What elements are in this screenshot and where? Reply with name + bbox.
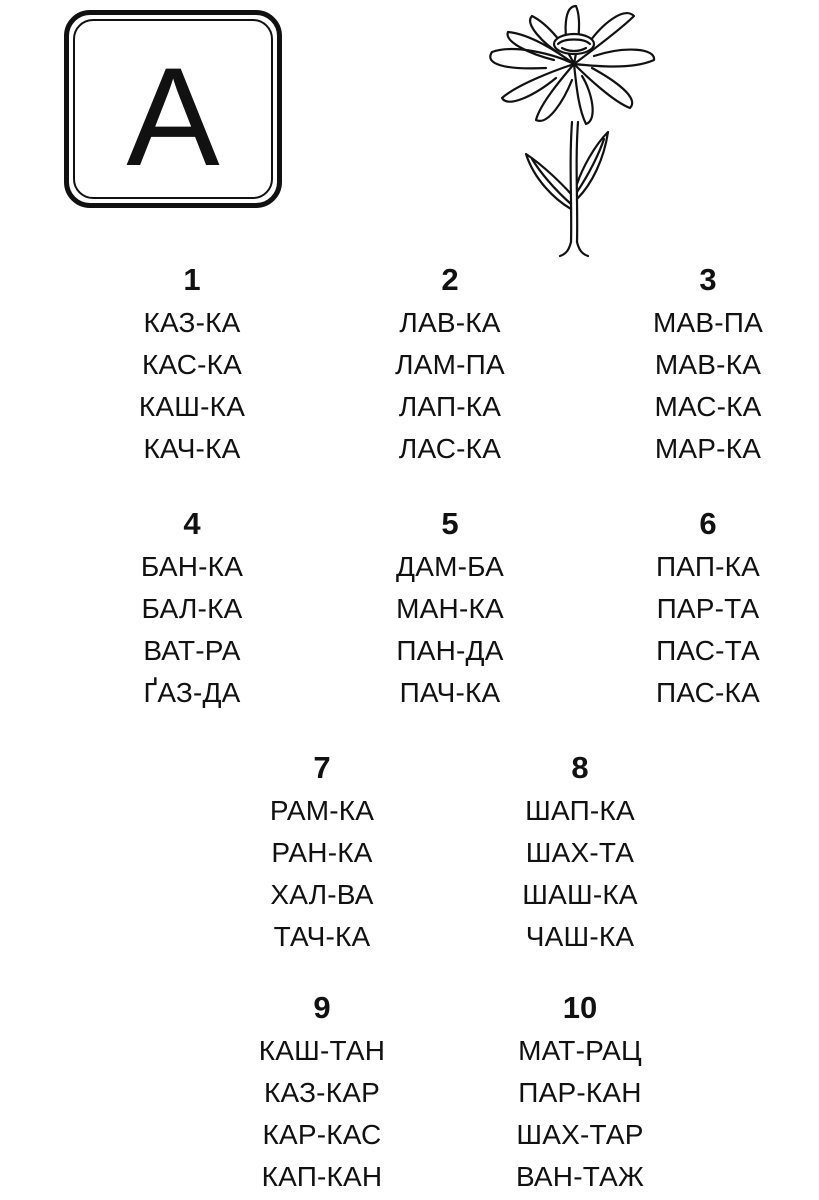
- syllable-word: ТАЧ-КА: [273, 921, 371, 952]
- syllable-word: ҐАЗ-ДА: [143, 677, 241, 708]
- syllable-word: ЛАС-КА: [398, 433, 502, 464]
- syllable-group: [480, 990, 680, 1198]
- syllable-group: [350, 506, 550, 714]
- syllable-word: РАМ-КА: [269, 795, 375, 826]
- flower-illustration: [474, 4, 674, 260]
- syllable-group: [222, 750, 422, 958]
- syllable-word: КАШ-КА: [138, 391, 246, 422]
- syllable-word: ШАХ-ТА: [525, 837, 635, 868]
- group-number: 7: [313, 750, 331, 785]
- syllable-word: ПАР-КАН: [518, 1077, 642, 1108]
- group-number: 4: [183, 506, 201, 541]
- syllable-group: [92, 262, 292, 470]
- syllable-group: [222, 990, 422, 1198]
- syllable-word: ВАН-ТАЖ: [515, 1161, 645, 1192]
- syllable-word: БАН-КА: [140, 551, 244, 582]
- syllable-word: ПАС-ТА: [656, 635, 760, 666]
- syllable-word: КАП-КАН: [261, 1161, 383, 1192]
- syllable-word: ШАП-КА: [525, 795, 635, 826]
- syllable-word: МАР-КА: [654, 433, 762, 464]
- syllable-word: ШАШ-КА: [522, 879, 638, 910]
- syllable-word: РАН-КА: [271, 837, 373, 868]
- syllable-word: ЛАМ-ПА: [395, 349, 505, 380]
- syllable-word: МАВ-КА: [654, 349, 762, 380]
- syllable-word: ПАС-КА: [656, 677, 760, 708]
- syllable-word: ЛАВ-КА: [399, 307, 501, 338]
- syllable-word: КАЗ-КА: [143, 307, 241, 338]
- syllable-word: ПАП-КА: [655, 551, 761, 582]
- syllable-group: [608, 506, 808, 714]
- syllable-word: ВАТ-РА: [143, 635, 241, 666]
- syllable-word: ПАР-ТА: [656, 593, 760, 624]
- group-number: 3: [699, 262, 717, 297]
- syllable-word: МАВ-ПА: [652, 307, 763, 338]
- syllable-word: КАШ-ТАН: [258, 1035, 386, 1066]
- syllable-word: ХАЛ-ВА: [270, 879, 374, 910]
- group-number: 5: [441, 506, 459, 541]
- group-number: 9: [313, 990, 331, 1025]
- syllable-word: КАС-КА: [141, 349, 243, 380]
- syllable-group: [480, 750, 680, 958]
- syllable-word: ЧАШ-КА: [525, 921, 635, 952]
- group-number: 10: [562, 990, 598, 1025]
- syllable-word: ДАМ-БА: [396, 551, 504, 582]
- syllable-word: КАЧ-КА: [143, 433, 241, 464]
- group-number: 6: [699, 506, 717, 541]
- syllable-word: КАР-КАС: [262, 1119, 382, 1150]
- letter-card: [64, 10, 282, 208]
- syllable-word: МАС-КА: [654, 391, 762, 422]
- syllable-word: ПАН-ДА: [396, 635, 504, 666]
- syllable-word: ШАХ-ТАР: [516, 1119, 644, 1150]
- syllable-group: [92, 506, 292, 714]
- syllable-word: МАТ-РАЦ: [518, 1035, 642, 1066]
- syllable-word: ПАЧ-КА: [399, 677, 501, 708]
- syllable-group: [608, 262, 808, 470]
- group-number: 2: [441, 262, 459, 297]
- syllable-word: БАЛ-КА: [141, 593, 243, 624]
- syllable-word: МАН-КА: [396, 593, 504, 624]
- syllable-group: [350, 262, 550, 470]
- syllable-word: КАЗ-КАР: [264, 1077, 380, 1108]
- group-number: 8: [571, 750, 589, 785]
- syllable-word: ЛАП-КА: [398, 391, 502, 422]
- group-number: 1: [183, 262, 201, 297]
- big-letter: А: [126, 38, 220, 195]
